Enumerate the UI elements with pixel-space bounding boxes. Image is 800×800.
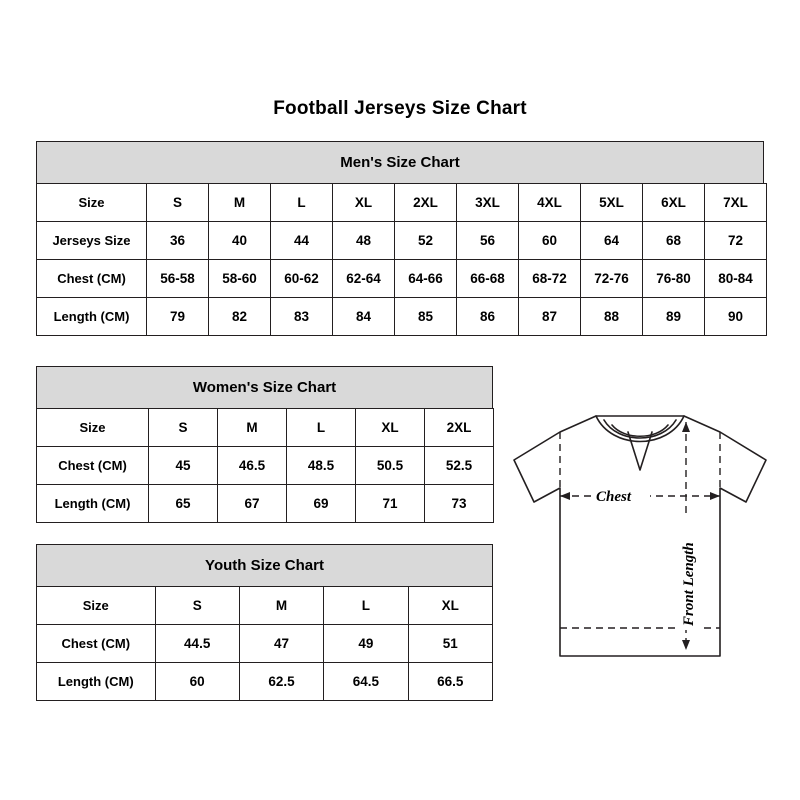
youth-chart-caption: Youth Size Chart: [36, 544, 493, 586]
table-row: [37, 298, 767, 336]
row-label: Length (CM): [37, 298, 147, 336]
table-row: [37, 409, 494, 447]
table-cell: 83: [271, 298, 333, 336]
row-label: Length (CM): [37, 663, 156, 701]
table-cell: L: [287, 409, 356, 447]
table-cell: 5XL: [581, 184, 643, 222]
mens-size-chart: [36, 141, 764, 336]
table-cell: 62-64: [333, 260, 395, 298]
table-row: [37, 184, 767, 222]
table-row: [37, 587, 493, 625]
table-cell: 90: [705, 298, 767, 336]
table-cell: 60: [519, 222, 581, 260]
table-cell: 89: [643, 298, 705, 336]
row-label: Chest (CM): [37, 625, 156, 663]
table-cell: S: [155, 587, 239, 625]
table-cell: 2XL: [425, 409, 494, 447]
table-cell: 58-60: [209, 260, 271, 298]
table-cell: 80-84: [705, 260, 767, 298]
table-cell: 48: [333, 222, 395, 260]
table-cell: 85: [395, 298, 457, 336]
table-cell: 49: [324, 625, 408, 663]
womens-size-table: [36, 408, 494, 523]
shirt-outline: [514, 416, 766, 656]
page-title: Football Jerseys Size Chart: [273, 98, 527, 119]
row-label: Chest (CM): [37, 260, 147, 298]
table-cell: 7XL: [705, 184, 767, 222]
mens-chart-caption: Men's Size Chart: [36, 141, 764, 183]
table-cell: XL: [408, 587, 492, 625]
table-cell: 60: [155, 663, 239, 701]
table-cell: 47: [239, 625, 323, 663]
table-cell: 69: [287, 485, 356, 523]
youth-size-table: [36, 586, 493, 701]
table-cell: 72: [705, 222, 767, 260]
length-arrow-top: [682, 422, 690, 432]
table-row: [37, 663, 493, 701]
table-cell: 48.5: [287, 447, 356, 485]
table-cell: 66.5: [408, 663, 492, 701]
table-cell: XL: [333, 184, 395, 222]
table-cell: 79: [147, 298, 209, 336]
table-row: [37, 485, 494, 523]
table-cell: L: [324, 587, 408, 625]
table-cell: 68-72: [519, 260, 581, 298]
row-label: Size: [37, 184, 147, 222]
table-cell: 65: [149, 485, 218, 523]
table-cell: 6XL: [643, 184, 705, 222]
table-cell: 52.5: [425, 447, 494, 485]
womens-chart-caption: Women's Size Chart: [36, 366, 493, 408]
table-cell: 87: [519, 298, 581, 336]
table-cell: L: [271, 184, 333, 222]
chest-label: Chest: [596, 489, 632, 505]
table-cell: 64-66: [395, 260, 457, 298]
chest-arrow-right: [710, 492, 720, 500]
chest-arrow-left: [560, 492, 570, 500]
table-cell: 46.5: [218, 447, 287, 485]
table-cell: 50.5: [356, 447, 425, 485]
table-row: [37, 625, 493, 663]
table-cell: 82: [209, 298, 271, 336]
row-label: Size: [37, 409, 149, 447]
table-cell: M: [218, 409, 287, 447]
jersey-measurement-diagram: [500, 398, 780, 698]
table-cell: 64: [581, 222, 643, 260]
womens-size-chart: [36, 366, 493, 523]
table-cell: 76-80: [643, 260, 705, 298]
table-cell: 68: [643, 222, 705, 260]
mens-size-table: [36, 183, 767, 336]
table-cell: S: [147, 184, 209, 222]
front-length-label: Front Length: [681, 542, 697, 626]
length-arrow-bottom: [682, 640, 690, 650]
table-cell: 84: [333, 298, 395, 336]
table-cell: 52: [395, 222, 457, 260]
table-cell: 45: [149, 447, 218, 485]
table-cell: 66-68: [457, 260, 519, 298]
row-label: Jerseys Size: [37, 222, 147, 260]
table-cell: 88: [581, 298, 643, 336]
table-cell: XL: [356, 409, 425, 447]
table-cell: 2XL: [395, 184, 457, 222]
youth-size-chart: [36, 544, 493, 701]
table-cell: 62.5: [239, 663, 323, 701]
table-cell: 44.5: [155, 625, 239, 663]
table-cell: 71: [356, 485, 425, 523]
table-cell: 51: [408, 625, 492, 663]
row-label: Size: [37, 587, 156, 625]
table-cell: 56-58: [147, 260, 209, 298]
table-row: [37, 447, 494, 485]
table-cell: 36: [147, 222, 209, 260]
table-cell: 4XL: [519, 184, 581, 222]
table-cell: 44: [271, 222, 333, 260]
table-cell: 3XL: [457, 184, 519, 222]
table-row: [37, 222, 767, 260]
table-cell: 73: [425, 485, 494, 523]
table-cell: 86: [457, 298, 519, 336]
table-cell: S: [149, 409, 218, 447]
row-label: Chest (CM): [37, 447, 149, 485]
table-cell: 40: [209, 222, 271, 260]
table-cell: M: [239, 587, 323, 625]
table-cell: M: [209, 184, 271, 222]
table-cell: 60-62: [271, 260, 333, 298]
table-cell: 56: [457, 222, 519, 260]
table-cell: 64.5: [324, 663, 408, 701]
table-cell: 72-76: [581, 260, 643, 298]
table-cell: 67: [218, 485, 287, 523]
row-label: Length (CM): [37, 485, 149, 523]
table-row: [37, 260, 767, 298]
